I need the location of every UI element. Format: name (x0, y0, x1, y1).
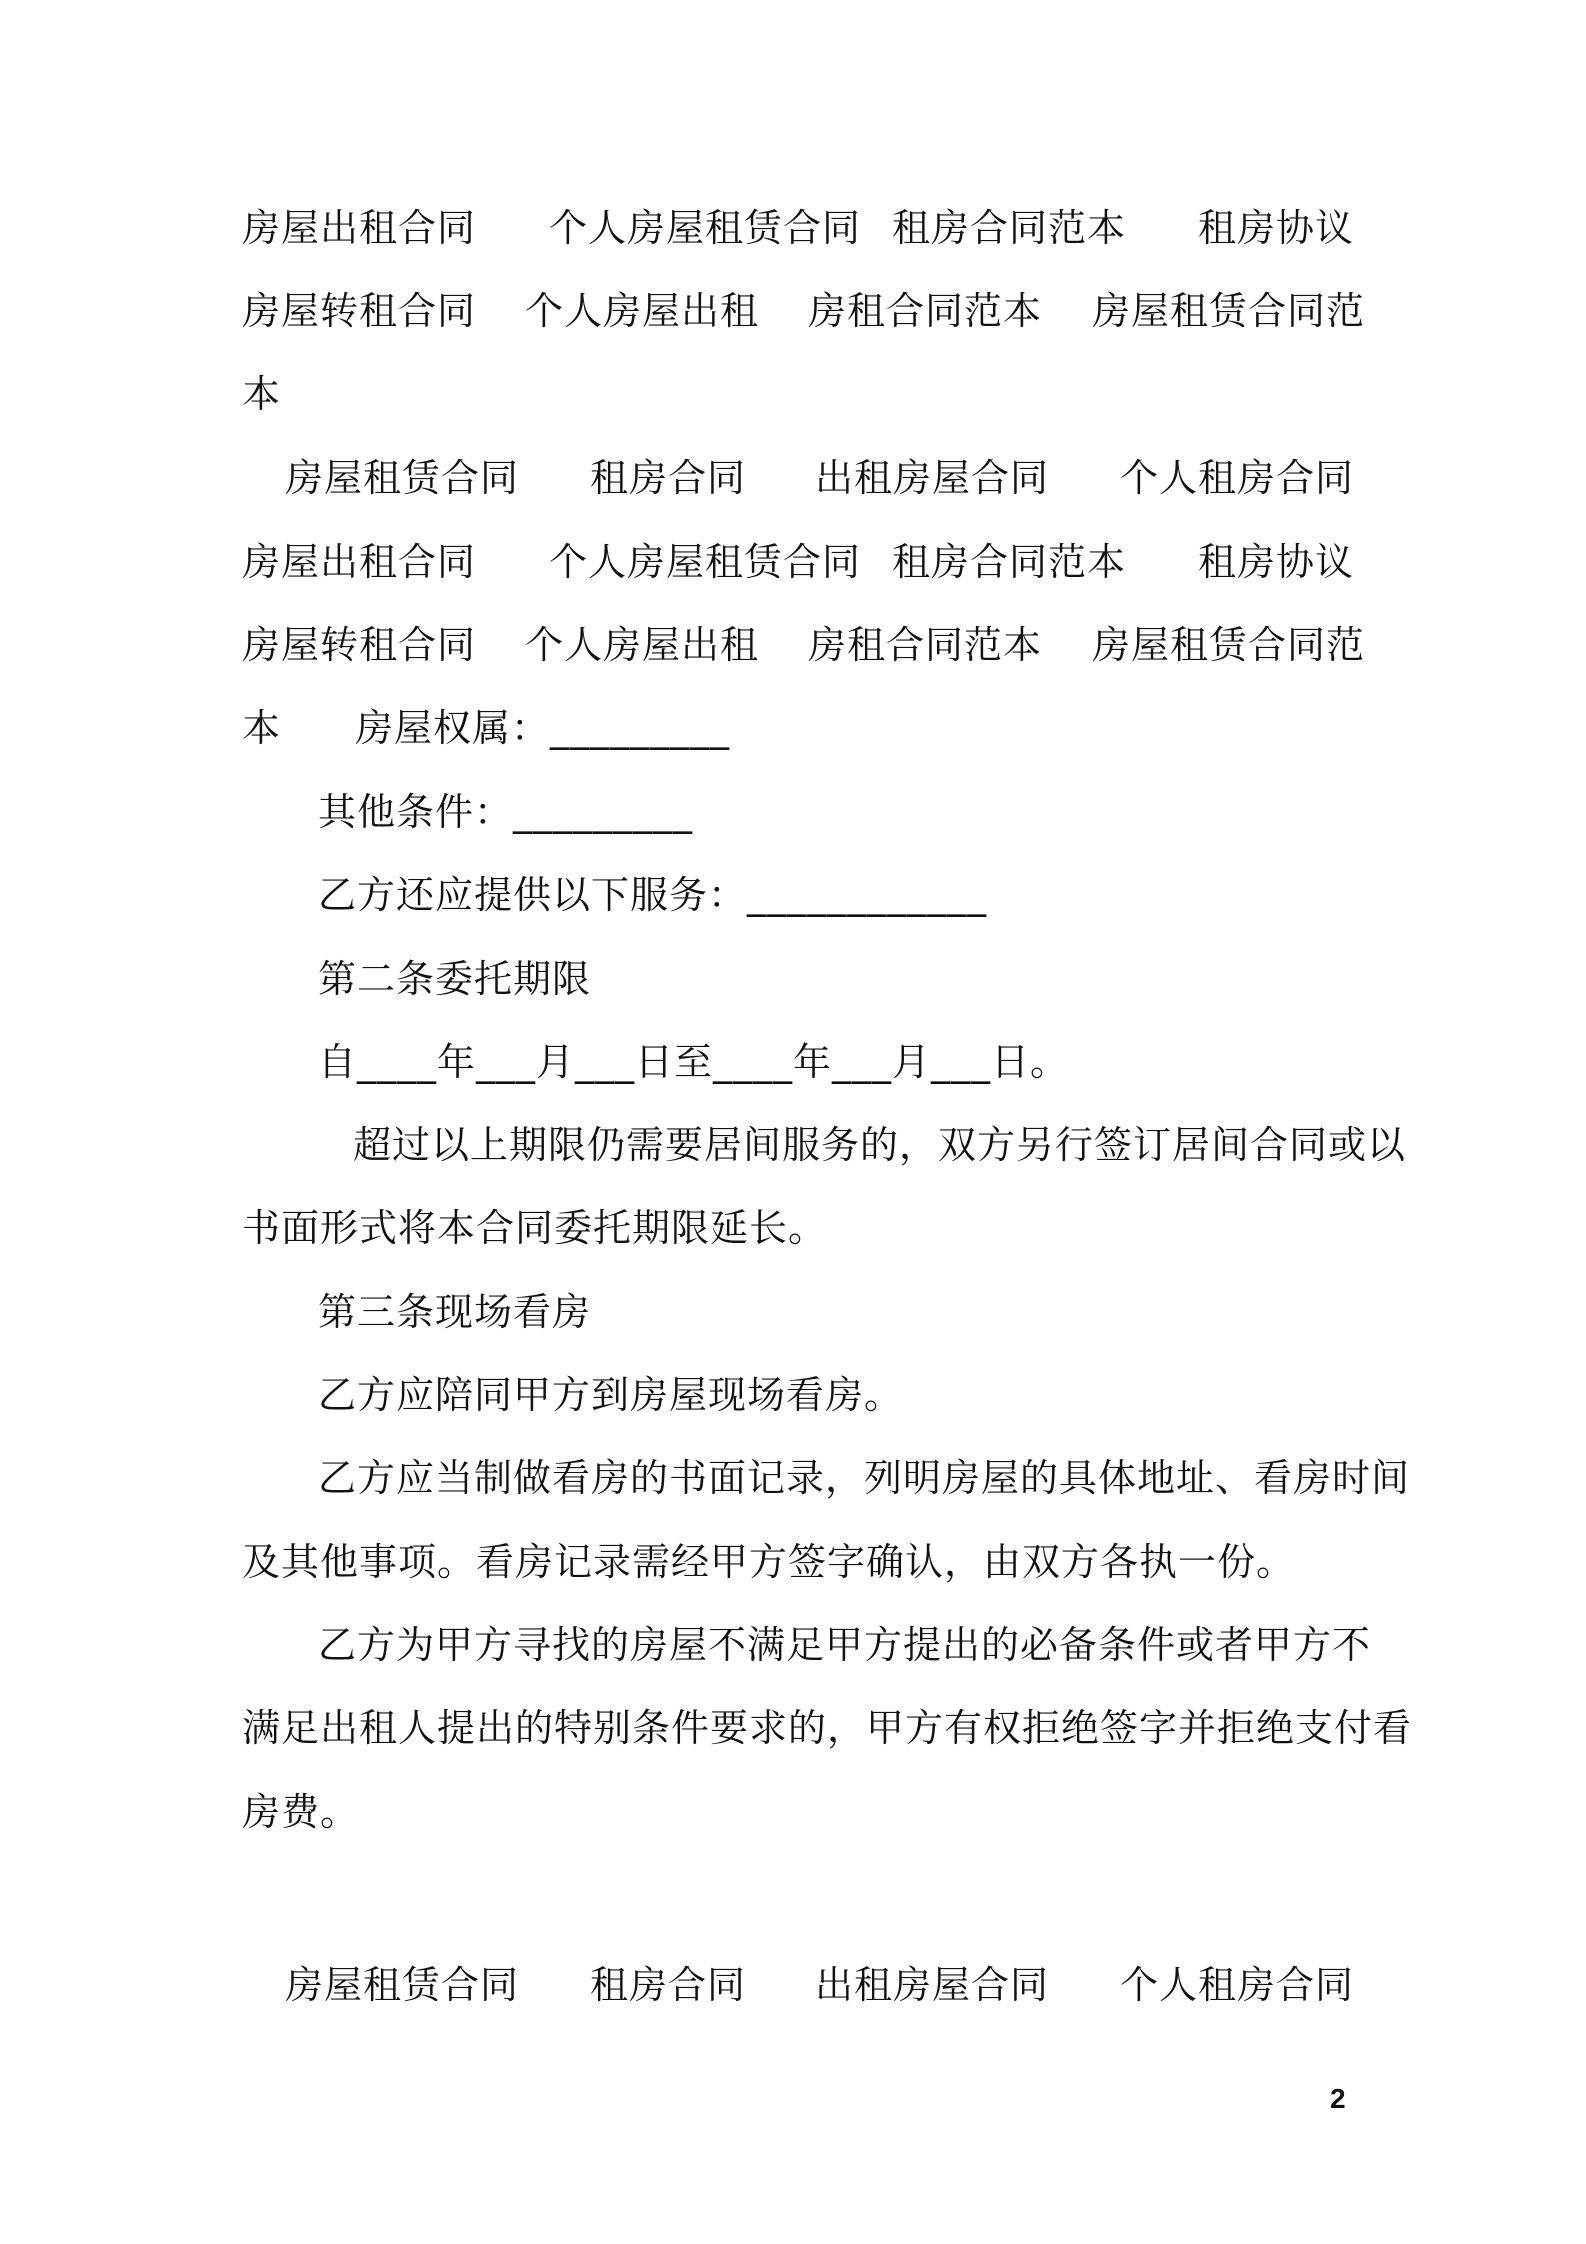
article-2-extension-line: 书面形式将本合同委托期限延长。 (242, 1206, 828, 1250)
article-3-paragraph: 满足出租人提出的特别条件要求的，甲方有权拒绝签字并拒绝支付看 (242, 1706, 1413, 1750)
keyword-link[interactable]: 出租房屋合同 (815, 1963, 1050, 2007)
keyword-link[interactable]: 租房协议 (1198, 540, 1355, 584)
keyword-link[interactable]: 房租合同范本 (808, 623, 1043, 667)
keyword-link[interactable]: 个人房屋租赁合同 (549, 540, 862, 584)
page-number: 2 (1330, 2083, 1346, 2114)
services-field: 乙方还应提供以下服务：____________ (318, 873, 988, 917)
keyword-link[interactable]: 房屋租赁合同范 (1092, 289, 1366, 333)
keyword-link[interactable]: 本 (242, 706, 282, 750)
keyword-link[interactable]: 租房合同 (590, 1963, 747, 2007)
ownership-field: 房屋权属：_________ (355, 706, 731, 750)
article-3-paragraph: 乙方应陪同甲方到房屋现场看房。 (318, 1373, 904, 1417)
article-2-title: 第二条委托期限 (318, 957, 592, 1001)
keyword-link[interactable]: 房屋转租合同 (242, 623, 477, 667)
keyword-link[interactable]: 租房协议 (1198, 206, 1355, 250)
article-2-period: 自____年___月___日至____年___月___日。 (318, 1040, 1070, 1084)
keyword-link[interactable]: 房屋租赁合同范 (1092, 623, 1366, 667)
keyword-link[interactable]: 房屋出租合同 (242, 540, 477, 584)
keyword-link[interactable]: 个人租房合同 (1120, 456, 1355, 500)
article-3-title: 第三条现场看房 (318, 1290, 592, 1334)
keyword-link[interactable]: 房租合同范本 (808, 289, 1043, 333)
keyword-link[interactable]: 房屋转租合同 (242, 289, 477, 333)
keyword-link[interactable]: 房屋租赁合同 (285, 456, 520, 500)
keyword-link[interactable]: 个人房屋出租 (525, 289, 760, 333)
keyword-link[interactable]: 租房合同范本 (892, 206, 1127, 250)
article-2-extension-line: 超过以上期限仍需要居间服务的，双方另行签订居间合同或以 (353, 1123, 1407, 1167)
keyword-link[interactable]: 房屋租赁合同 (285, 1963, 520, 2007)
article-3-paragraph: 及其他事项。看房记录需经甲方签字确认，由双方各执一份。 (242, 1540, 1296, 1584)
article-3-paragraph: 乙方为甲方寻找的房屋不满足甲方提出的必备条件或者甲方不 (318, 1623, 1372, 1667)
keyword-link[interactable]: 租房合同范本 (892, 540, 1127, 584)
keyword-link[interactable]: 本 (242, 372, 282, 416)
article-3-paragraph: 房费。 (242, 1790, 360, 1834)
keyword-link[interactable]: 个人房屋出租 (525, 623, 760, 667)
keyword-link[interactable]: 出租房屋合同 (815, 456, 1050, 500)
keyword-link[interactable]: 房屋出租合同 (242, 206, 477, 250)
keyword-link[interactable]: 租房合同 (590, 456, 747, 500)
article-3-paragraph: 乙方应当制做看房的书面记录，列明房屋的具体地址、看房时间 (318, 1456, 1411, 1500)
keyword-link[interactable]: 个人租房合同 (1120, 1963, 1355, 2007)
other-conditions-field: 其他条件：_________ (318, 790, 694, 834)
keyword-link[interactable]: 个人房屋租赁合同 (549, 206, 862, 250)
